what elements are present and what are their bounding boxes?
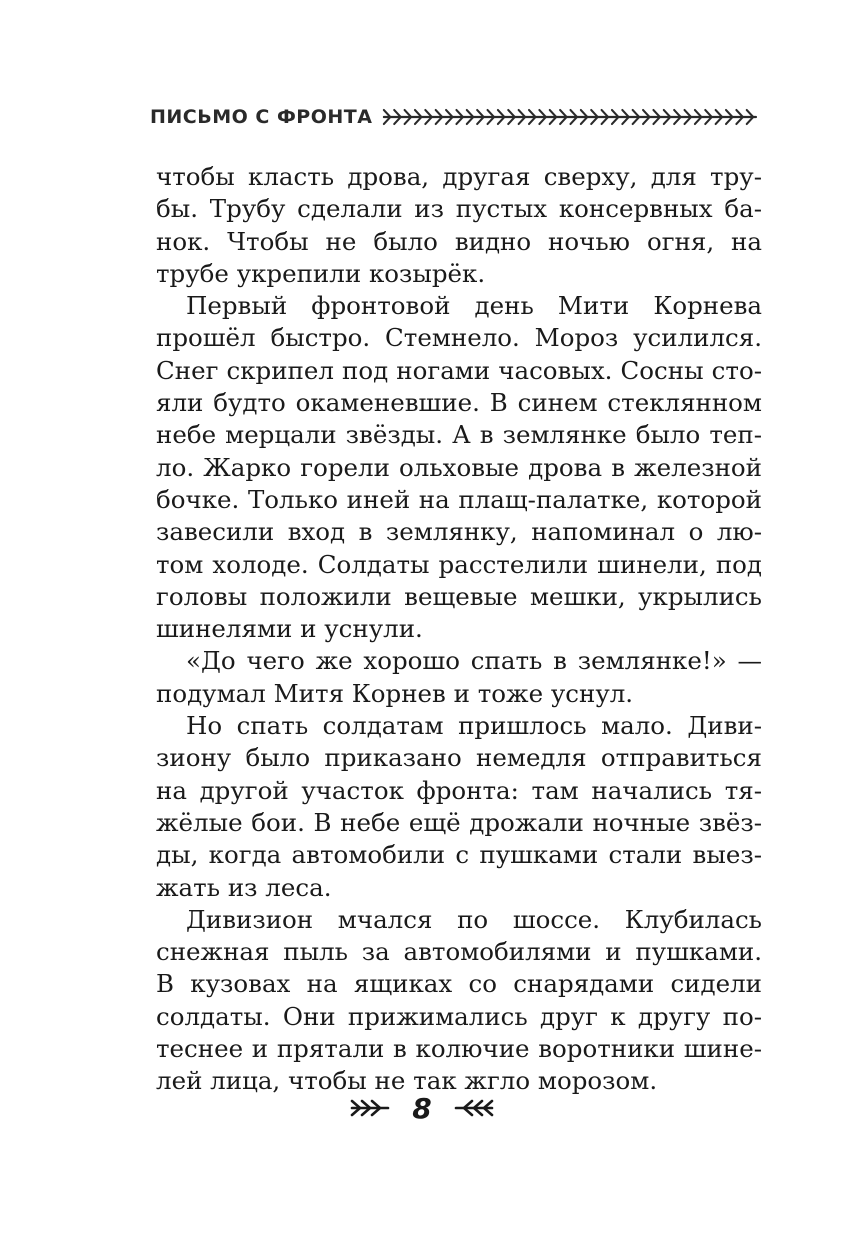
running-header [150, 103, 762, 131]
text-line: завесили вход в землянку, напоминал о лю- [156, 517, 762, 547]
text-line: том холоде. Солдаты расстелили шинели, под [156, 549, 762, 579]
header-title: ПИСЬМО С ФРОНТА [150, 106, 373, 128]
chevron-row-icon [382, 106, 762, 128]
text-line: на другой участок фронта: там начались тя- [156, 775, 762, 805]
text-line: жёлые бои. В небе ещё дрожали ночные звёз- [156, 807, 762, 837]
text-line: Но спать солдатам пришлось мало. Диви- [186, 711, 762, 741]
paragraph [156, 645, 762, 710]
chevrons-left-icon [446, 1096, 496, 1120]
text-line: подумал Митя Корнев и тоже уснул. [156, 678, 634, 708]
page-number: 8 [412, 1091, 432, 1125]
text-line: шинелями и уснули. [156, 614, 423, 644]
text-line: ды, когда автомобили с пушками стали выез- [156, 840, 762, 870]
text-line: головы положили вещевые мешки, укрылись [156, 581, 762, 611]
text-line: Дивизион мчался по шоссе. Клубилась [186, 904, 762, 934]
paragraph [156, 290, 762, 645]
text-line: прошёл быстро. Стемнело. Мороз усилился. [156, 323, 762, 353]
paragraph [156, 161, 762, 290]
page-footer [0, 1088, 844, 1128]
chevrons-right-icon [348, 1096, 398, 1120]
text-line: бочке. Только иней на плащ-палатке, которой [156, 484, 762, 514]
text-line: Снег скрипел под ногами часовых. Сосны сто- [156, 355, 762, 385]
text-line: В кузовах на ящиках со снарядами сидели [156, 969, 762, 999]
paragraph [156, 710, 762, 904]
text-line: лей лица, чтобы не так жгло морозом. [156, 1066, 658, 1096]
text-line: солдаты. Они прижимались друг к другу по- [156, 1001, 762, 1031]
text-line: теснее и прятали в колючие воротники шине- [156, 1034, 762, 1064]
text-line: ло. Жарко горели ольховые дрова в железной [156, 452, 762, 482]
text-line: яли будто окаменевшие. В синем стеклянном [156, 388, 762, 418]
text-line: снежная пыль за автомобилями и пушками. [156, 937, 762, 967]
text-line: бы. Трубу сделали из пустых консервных ба- [156, 194, 762, 224]
text-line: трубе укрепили козырёк. [156, 258, 486, 288]
text-line: чтобы класть дрова, другая сверху, для тру- [156, 162, 762, 191]
text-line: «До чего же хорошо спать в землянке!» — [186, 646, 762, 676]
text-line: зиону было приказано немедля отправиться [156, 743, 762, 773]
page-body [156, 161, 762, 1098]
paragraph [156, 904, 762, 1098]
text-line: жать из леса. [156, 872, 332, 902]
text-line: нок. Чтобы не было видно ночью огня, на [156, 226, 762, 256]
text-line: небе мерцали звёзды. А в землянке было теп- [156, 420, 762, 450]
text-line: Первый фронтовой день Мити Корнева [186, 291, 762, 321]
